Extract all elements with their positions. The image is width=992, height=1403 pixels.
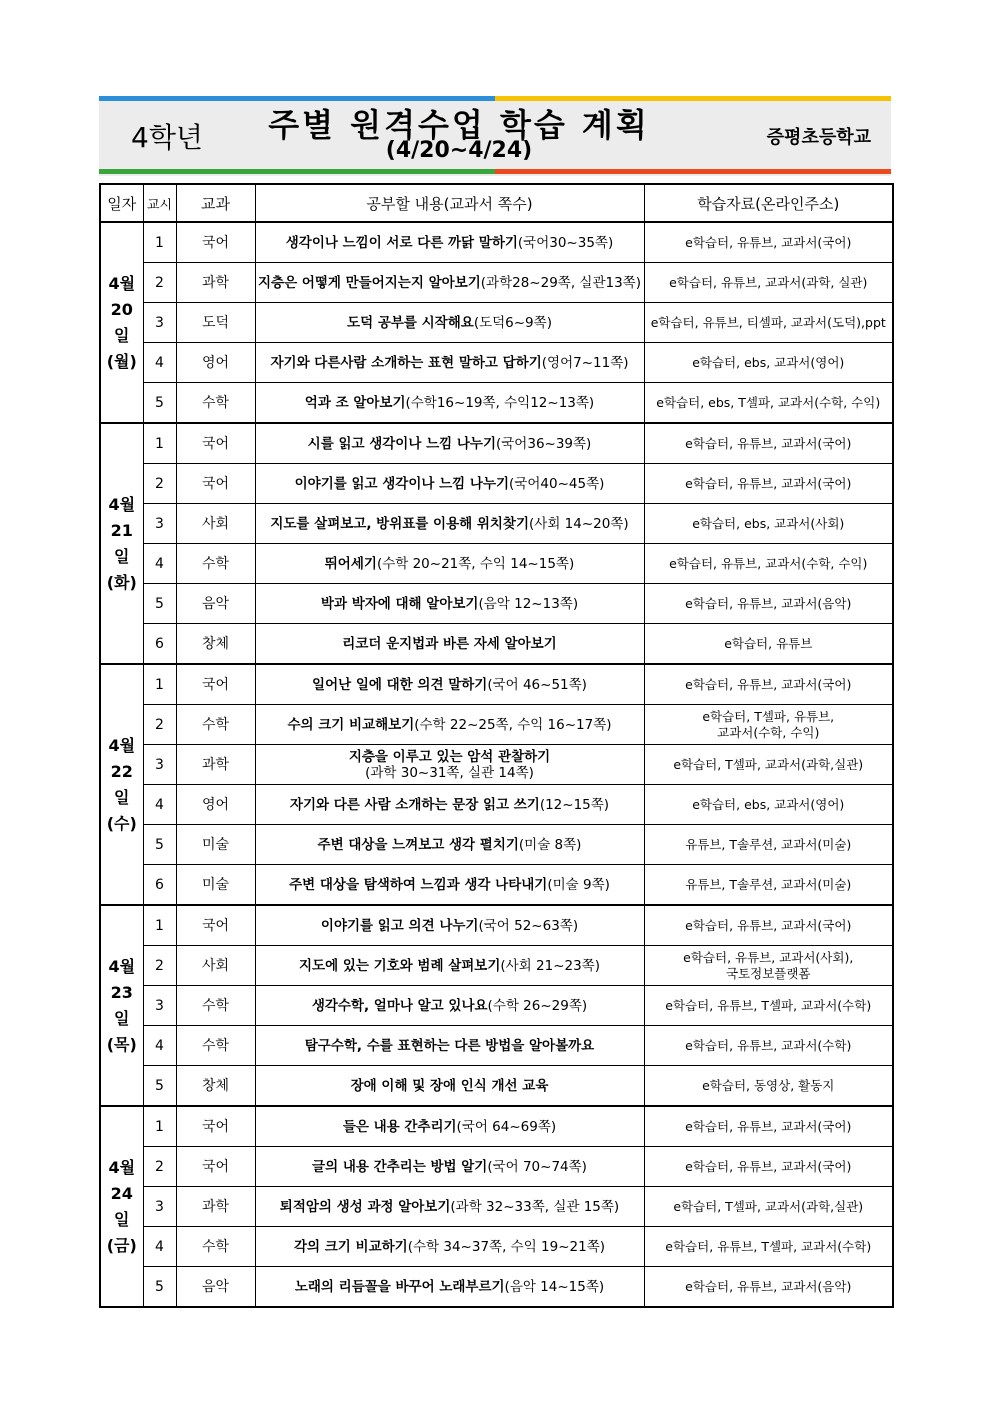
lesson-topic: 리코더 운지법과 바른 자세 알아보기 [342,635,557,652]
period-cell: 4 [143,1026,176,1066]
resources-cell [644,825,893,865]
period-cell: 5 [143,584,176,624]
resources-cell [644,1147,893,1187]
lesson-topic: 박과 박자에 대해 알아보기 [320,595,479,612]
day-date-cell [100,1106,143,1307]
lesson-topic: 생각수학, 얼마나 알고 있나요 [311,997,488,1014]
resource-line: e학습터, 유튜브, T셀파, 교과서(수학) [665,1238,872,1254]
content-cell [255,946,644,986]
table-row [100,464,893,504]
table-row [100,705,893,745]
subject-cell: 국어 [176,423,255,464]
table-row [100,825,893,865]
resources-cell [644,946,893,986]
resource-line: e학습터, 유튜브, 교과서(국어) [685,676,852,692]
resource-line: 국토정보플랫폼 [725,965,811,981]
textbook-pages: (도덕6~9쪽) [473,314,552,331]
textbook-pages: (음악 12~13쪽) [478,595,579,612]
textbook-pages: (과학 30~31쪽, 실관 14쪽) [365,764,534,781]
content-cell [255,745,644,785]
period-cell: 6 [143,865,176,906]
content-cell [255,343,644,383]
subject-cell: 수학 [176,544,255,584]
textbook-pages: (국어40~45쪽) [509,475,605,492]
resource-line: e학습터, 유튜브, 교과서(국어) [685,234,852,250]
textbook-pages: (국어 70~74쪽) [487,1158,587,1175]
subject-cell: 미술 [176,825,255,865]
resources-cell [644,1106,893,1147]
table-row [100,1267,893,1308]
period-cell: 5 [143,383,176,424]
table-row [100,222,893,263]
period-cell: 2 [143,946,176,986]
table-row [100,1066,893,1107]
table-row [100,1026,893,1066]
resource-line: 유튜브, T솔루션, 교과서(미술) [685,836,852,852]
resource-line: e학습터, 유튜브, 교과서(수학, 수익) [669,555,868,571]
table-row [100,263,893,303]
table-row [100,986,893,1026]
content-cell [255,664,644,705]
weekly-plan-table [99,183,894,1308]
period-cell: 4 [143,1227,176,1267]
resources-cell [644,705,893,745]
subject-cell: 도덕 [176,303,255,343]
table-row [100,785,893,825]
resource-line: e학습터, ebs, 교과서(영어) [692,796,845,812]
resource-line: e학습터, 유튜브, 교과서(과학, 실관) [669,274,868,290]
lesson-topic: 시를 읽고 생각이나 느낌 나누기 [307,435,496,452]
resource-line: e학습터, 유튜브, T셀파, 교과서(수학) [665,997,872,1013]
content-cell [255,705,644,745]
textbook-pages: (수학 22~25쪽, 수익 16~17쪽) [414,716,612,733]
lesson-topic: 도덕 공부를 시작해요 [347,314,474,331]
textbook-pages: (국어 46~51쪽) [487,676,587,693]
content-cell [255,1106,644,1147]
subject-cell: 과학 [176,745,255,785]
period-cell: 1 [143,905,176,946]
content-cell [255,383,644,424]
table-row [100,946,893,986]
lesson-topic: 억과 조 알아보기 [304,394,406,411]
content-cell [255,905,644,946]
content-cell [255,1187,644,1227]
subject-cell: 창체 [176,624,255,665]
subject-cell: 사회 [176,946,255,986]
lesson-topic: 자기와 다른 사람 소개하는 문장 읽고 쓰기 [289,796,540,813]
period-cell: 1 [143,423,176,464]
resources-cell [644,785,893,825]
accent-bar-green [99,169,495,174]
column-header-resources: 학습자료(온라인주소) [644,184,893,222]
resources-cell [644,423,893,464]
textbook-pages: (수학 20~21쪽, 수익 14~15쪽) [376,555,575,572]
period-cell: 2 [143,705,176,745]
resource-line: 교과서(수학, 수익) [717,724,820,740]
lesson-topic: 주변 대상을 느껴보고 생각 펼치기 [317,836,519,853]
subject-cell: 수학 [176,383,255,424]
subject-cell: 수학 [176,1026,255,1066]
textbook-pages: (국어 64~69쪽) [456,1118,557,1135]
resources-cell [644,905,893,946]
table-row [100,504,893,544]
textbook-pages: (사회 14~20쪽) [529,515,629,532]
resource-line: e학습터, ebs, 교과서(사회) [692,515,845,531]
table-body [100,222,893,1307]
subject-cell: 창체 [176,1066,255,1107]
resource-line: e학습터, 유튜브, 교과서(국어) [685,1158,852,1174]
lesson-topic: 지도에 있는 기호와 범례 살펴보기 [299,957,501,974]
subject-cell: 미술 [176,865,255,906]
content-cell [255,986,644,1026]
content-cell [255,1066,644,1107]
resources-cell [644,1267,893,1308]
day-date-cell [100,664,143,905]
resource-line: e학습터, 유튜브, 교과서(음악) [685,1278,852,1294]
subject-cell: 영어 [176,785,255,825]
textbook-pages: (12~15쪽) [539,796,610,813]
day-date-line: 4월 [108,956,136,976]
lesson-topic: 자기와 다른사람 소개하는 표현 말하고 답하기 [270,354,542,371]
table-header-row [100,184,893,222]
table-row [100,865,893,906]
period-cell: 4 [143,785,176,825]
period-cell: 5 [143,1066,176,1107]
content-cell [255,624,644,665]
lesson-topic: 수의 크기 비교해보기 [287,716,415,733]
lesson-topic: 생각이나 느낌이 서로 다른 까닭 말하기 [285,234,518,251]
column-header-date: 일자 [100,184,143,222]
textbook-pages: (사회 21~23쪽) [500,957,600,974]
day-date-cell [100,423,143,664]
content-cell [255,785,644,825]
date-range: (4/20~4/24) [385,138,533,163]
subject-cell: 과학 [176,263,255,303]
table-row [100,303,893,343]
content-cell [255,303,644,343]
table-row [100,584,893,624]
table-row [100,1106,893,1147]
content-cell [255,464,644,504]
lesson-topic: 지층은 어떻게 만들어지는지 알아보기 [258,274,481,291]
resource-line: e학습터, 유튜브, 교과서(음악) [685,595,852,611]
day-date-line: (금) [106,1235,137,1255]
period-cell: 3 [143,504,176,544]
lesson-topic: 지도를 살펴보고, 방위표를 이용해 위치찾기 [270,515,530,532]
table-row [100,544,893,584]
period-cell: 2 [143,464,176,504]
resource-line: e학습터, ebs, 교과서(영어) [692,354,845,370]
resource-line: e학습터, T셀파, 교과서(과학,실관) [673,1198,864,1214]
textbook-pages: (과학 32~33쪽, 실관 15쪽) [450,1198,620,1215]
period-cell: 4 [143,544,176,584]
textbook-pages: (음악 14~15쪽) [504,1278,605,1295]
period-cell: 5 [143,825,176,865]
day-date-line: (수) [106,813,137,833]
textbook-pages: (국어 52~63쪽) [478,917,579,934]
resources-cell [644,383,893,424]
resources-cell [644,1227,893,1267]
subject-cell: 사회 [176,504,255,544]
content-cell [255,504,644,544]
period-cell: 5 [143,1267,176,1308]
resource-line: e학습터, 유튜브, 교과서(사회), [683,949,854,965]
subject-cell: 과학 [176,1187,255,1227]
resources-cell [644,303,893,343]
subject-cell: 국어 [176,1106,255,1147]
day-date-line: 24일 [110,1183,133,1229]
lesson-topic: 이야기를 읽고 의견 나누기 [320,917,479,934]
textbook-pages: (국어36~39쪽) [496,435,592,452]
textbook-pages: (수학16~19쪽, 수익12~13쪽) [405,394,595,411]
period-cell: 3 [143,745,176,785]
table-row [100,905,893,946]
lesson-topic: 주변 대상을 탐색하여 느낌과 생각 나타내기 [289,876,548,893]
lesson-topic: 이야기를 읽고 생각이나 느낌 나누기 [294,475,510,492]
resources-cell [644,343,893,383]
day-date-cell [100,222,143,423]
textbook-pages: (미술 8쪽) [518,836,582,853]
grade-label: 4학년 [131,121,203,154]
table-row [100,1187,893,1227]
resources-cell [644,263,893,303]
column-header-content: 공부할 내용(교과서 쪽수) [255,184,644,222]
textbook-pages: (과학28~29쪽, 실관13쪽) [480,274,641,291]
table-row [100,745,893,785]
resource-line: e학습터, T셀파, 유튜브, [702,708,835,724]
resource-line: e학습터, 유튜브, 교과서(국어) [685,475,852,491]
resource-line: e학습터, ebs, T셀파, 교과서(수학, 수익) [656,394,881,410]
resource-line: e학습터, 동영상, 활동지 [702,1077,835,1093]
subject-cell: 수학 [176,705,255,745]
day-date-line: (월) [106,351,137,371]
resources-cell [644,584,893,624]
resource-line: e학습터, 유튜브 [724,635,813,651]
period-cell: 3 [143,303,176,343]
subject-cell: 수학 [176,1227,255,1267]
day-date-line: (목) [106,1034,137,1054]
table-row [100,1147,893,1187]
day-date-line: 4월 [108,494,136,514]
resources-cell [644,1026,893,1066]
textbook-pages: (수학 34~37쪽, 수익 19~21쪽) [407,1238,605,1255]
subject-cell: 국어 [176,905,255,946]
content-cell [255,1147,644,1187]
lesson-topic: 뛰어세기 [324,555,377,572]
accent-bar-orange [495,169,891,174]
day-date-line: 4월 [108,735,136,755]
table-row [100,383,893,424]
textbook-pages: (영어7~11쪽) [541,354,629,371]
period-cell: 1 [143,664,176,705]
content-cell [255,222,644,263]
lesson-topic: 노래의 리듬꼴을 바꾸어 노래부르기 [294,1278,505,1295]
resource-line: e학습터, 유튜브, 교과서(국어) [685,1118,852,1134]
textbook-pages: (미술 9쪽) [547,876,610,893]
subject-cell: 수학 [176,986,255,1026]
lesson-topic: 각의 크기 비교하기 [293,1238,408,1255]
table-row [100,1227,893,1267]
subject-cell: 국어 [176,464,255,504]
content-cell [255,825,644,865]
content-cell [255,584,644,624]
column-header-period: 교시 [143,184,176,222]
resources-cell [644,1066,893,1107]
day-date-line: 22일 [110,761,133,807]
resource-line: e학습터, 유튜브, 교과서(국어) [685,917,852,933]
subject-cell: 영어 [176,343,255,383]
resources-cell [644,664,893,705]
resources-cell [644,745,893,785]
subject-cell: 음악 [176,584,255,624]
day-date-line: 21일 [110,520,133,566]
lesson-topic: 들은 내용 간추리기 [342,1118,457,1135]
resources-cell [644,544,893,584]
period-cell: 1 [143,222,176,263]
lesson-topic: 일어난 일에 대한 의견 말하기 [312,676,488,693]
subject-cell: 음악 [176,1267,255,1308]
resource-line: e학습터, 유튜브, 티셀파, 교과서(도덕),ppt [650,314,886,330]
resource-line: 유튜브, T솔루션, 교과서(미술) [685,876,852,892]
day-date-line: 20일 [110,299,133,345]
day-date-cell [100,905,143,1106]
column-header-subject: 교과 [176,184,255,222]
document-header [99,96,891,176]
resources-cell [644,464,893,504]
resource-line: e학습터, 유튜브, 교과서(수학) [685,1037,852,1053]
resource-line: e학습터, 유튜브, 교과서(국어) [685,435,852,451]
resources-cell [644,222,893,263]
resources-cell [644,1187,893,1227]
table-row [100,664,893,705]
lesson-topic: 퇴적암의 생성 과정 알아보기 [279,1198,451,1215]
lesson-topic: 장애 이해 및 장애 인식 개선 교육 [350,1077,549,1094]
period-cell: 3 [143,1187,176,1227]
subject-cell: 국어 [176,1147,255,1187]
table-row [100,343,893,383]
school-name: 증평초등학교 [766,127,871,148]
resources-cell [644,504,893,544]
period-cell: 2 [143,1147,176,1187]
content-cell [255,263,644,303]
day-date-line: 23일 [110,982,133,1028]
table-row [100,423,893,464]
lesson-topic: 글의 내용 간추리는 방법 알기 [312,1158,488,1175]
content-cell [255,1026,644,1066]
textbook-pages: (수학 26~29쪽) [487,997,588,1014]
lesson-topic: 지층을 이루고 있는 암석 관찰하기 [348,748,551,765]
content-cell [255,423,644,464]
textbook-pages: (국어30~35쪽) [517,234,614,251]
resources-cell [644,624,893,665]
table-row [100,624,893,665]
page-title: 주별 원격수업 학습 계획 [268,106,650,144]
day-date-line: 4월 [108,273,136,293]
period-cell: 1 [143,1106,176,1147]
period-cell: 4 [143,343,176,383]
content-cell [255,865,644,906]
period-cell: 6 [143,624,176,665]
resources-cell [644,865,893,906]
resource-line: e학습터, T셀파, 교과서(과학,실관) [673,756,864,772]
period-cell: 3 [143,986,176,1026]
content-cell [255,1227,644,1267]
subject-cell: 국어 [176,222,255,263]
day-date-line: (화) [106,572,137,592]
day-date-line: 4월 [108,1157,136,1177]
content-cell [255,1267,644,1308]
lesson-topic: 탐구수학, 수를 표현하는 다른 방법을 알아볼까요 [304,1037,595,1054]
period-cell: 2 [143,263,176,303]
subject-cell: 국어 [176,664,255,705]
resources-cell [644,986,893,1026]
content-cell [255,544,644,584]
